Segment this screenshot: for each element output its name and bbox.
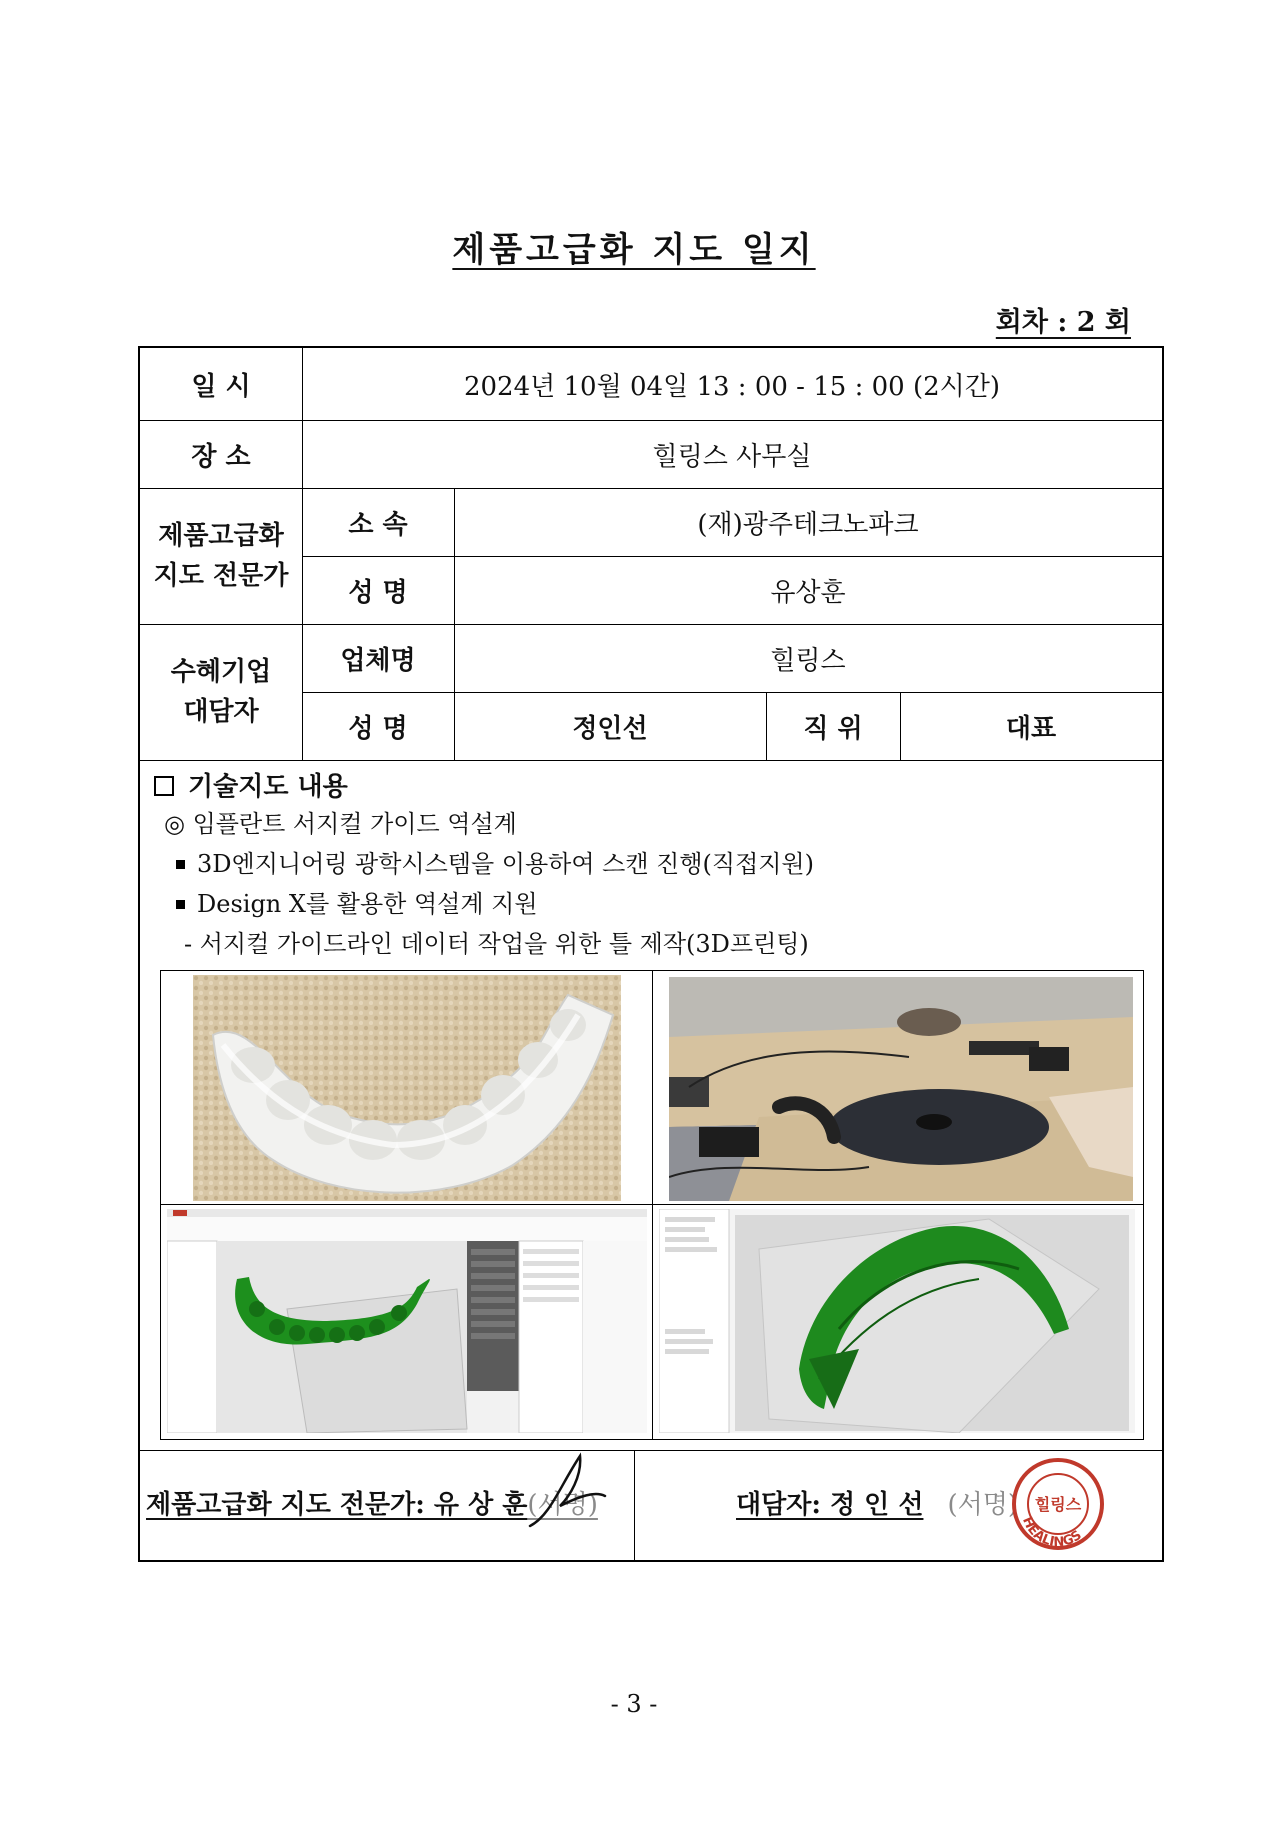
client-signature-line: 대담자: 정 인 선 (서명) xyxy=(736,1490,1018,1520)
content-item: ◎ 임플란트 서지컬 가이드 역설계 xyxy=(164,810,517,838)
svg-text:힐링스: 힐링스 xyxy=(1034,1495,1082,1514)
content-bullet: 3D엔지니어링 광학시스템을 이용하여 스캔 진행(직접지원) xyxy=(176,844,814,879)
affiliation-label: 소 속 xyxy=(348,509,408,540)
place-value: 힐링스 사무실 xyxy=(652,441,812,472)
content-bullet: Design X를 활용한 역설계 지원 xyxy=(176,884,538,919)
svg-text:HEALINGS: HEALINGS xyxy=(1019,1514,1085,1551)
affiliation-value: (재)광주테크노파크 xyxy=(697,509,919,540)
company-value: 힐링스 xyxy=(770,645,846,676)
bullet-square-icon xyxy=(176,900,185,909)
expert-name-label: 성 명 xyxy=(348,577,408,608)
scanner-setup-photo xyxy=(669,977,1133,1201)
session-number: 회차 : 2 회 xyxy=(995,307,1131,338)
position-value: 대표 xyxy=(1005,713,1057,744)
client-label: 수혜기업 대담자 xyxy=(170,656,272,727)
designx-screenshot-1 xyxy=(167,1209,647,1433)
expert-name-value: 유상훈 xyxy=(770,577,846,608)
expert-signature-line: 제품고급화 지도 전문가: 유 상 훈(서명) xyxy=(146,1490,598,1520)
datetime-value: 2024년 10월 04일 13 : 00 - 15 : 00 (2시간) xyxy=(463,371,1001,402)
company-label: 업체명 xyxy=(340,645,416,676)
position-label: 직 위 xyxy=(803,713,863,744)
log-form xyxy=(138,346,1164,1562)
dental-guide-photo xyxy=(193,975,621,1201)
expert-handwritten-signature xyxy=(520,1446,610,1536)
client-name-label: 성 명 xyxy=(348,713,408,744)
company-seal-stamp xyxy=(1008,1454,1108,1554)
content-subitem: - 서지컬 가이드라인 데이터 작업을 위한 틀 제작(3D프린팅) xyxy=(184,930,809,958)
datetime-label: 일 시 xyxy=(191,371,251,402)
content-heading: 기술지도 내용 xyxy=(154,766,348,803)
client-name-value: 정인선 xyxy=(572,713,648,744)
photo-grid xyxy=(160,970,1144,1440)
designx-screenshot-2 xyxy=(659,1209,1135,1433)
document-title: 제품고급화 지도 일지 xyxy=(452,230,816,270)
checkbox-square-icon xyxy=(154,776,174,796)
page-number: - 3 - xyxy=(610,1690,658,1718)
place-label: 장 소 xyxy=(191,441,251,472)
bullet-square-icon xyxy=(176,860,185,869)
expert-label: 제품고급화 지도 전문가 xyxy=(153,520,289,591)
